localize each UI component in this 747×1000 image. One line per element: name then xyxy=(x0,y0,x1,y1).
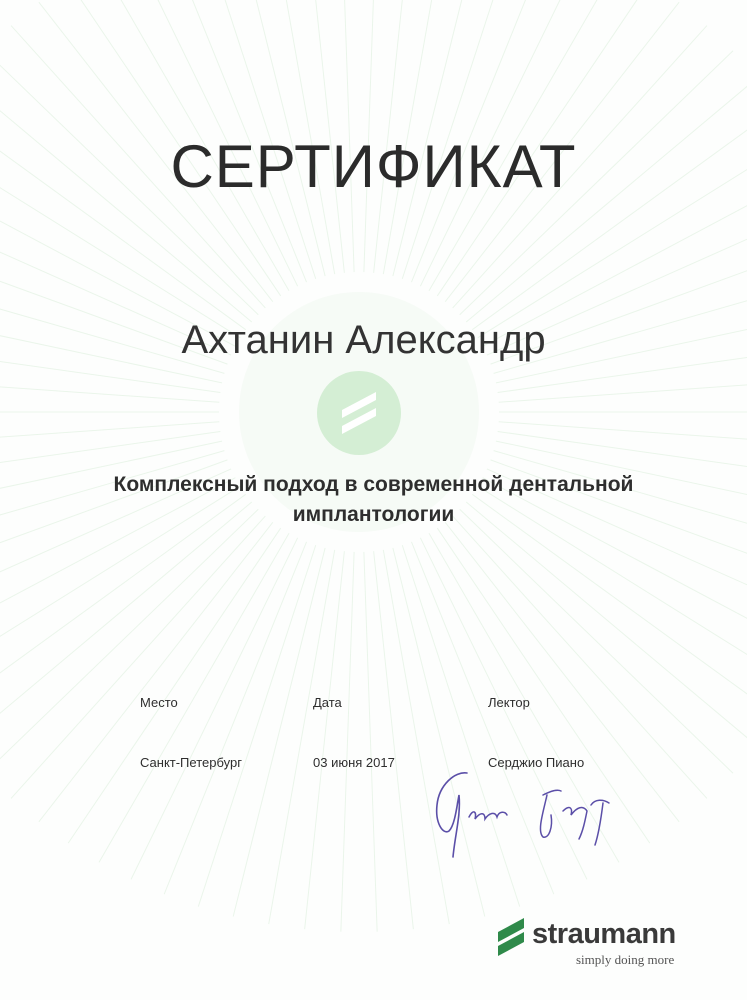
background-ray xyxy=(39,522,273,821)
course-title xyxy=(60,470,687,530)
lecturer-signature xyxy=(425,765,635,865)
background-ray xyxy=(499,376,747,403)
certificate-title: СЕРТИФИКАТ xyxy=(170,133,577,200)
background-ray xyxy=(0,422,219,449)
background-ray xyxy=(364,552,377,932)
brand-tagline: simply doing more xyxy=(576,952,675,967)
place-label: Место xyxy=(140,695,178,710)
course-title-line-1: Комплексный подход в современной дентальной xyxy=(113,473,634,496)
date-value: 03 июня 2017 xyxy=(313,755,395,770)
brand-name: straumann xyxy=(532,918,676,950)
lecturer-value: Серджио Пиано xyxy=(488,755,585,770)
recipient-name: Ахтанин Александр xyxy=(181,318,546,362)
straumann-logo-icon xyxy=(496,916,526,956)
background-ray xyxy=(0,509,258,773)
background-ray xyxy=(341,552,354,932)
date-label: Дата xyxy=(313,695,342,710)
background-ray xyxy=(99,533,289,862)
lecturer-label: Лектор xyxy=(488,695,530,710)
background-ray xyxy=(460,509,733,773)
background-ray xyxy=(0,376,219,403)
background-ray xyxy=(198,545,315,906)
straumann-logo xyxy=(496,914,696,970)
course-title-line-2: имплантологии xyxy=(292,503,455,526)
straumann-emblem-icon xyxy=(316,370,402,456)
place-value: Санкт-Петербург xyxy=(140,755,242,770)
background-ray xyxy=(499,422,747,449)
